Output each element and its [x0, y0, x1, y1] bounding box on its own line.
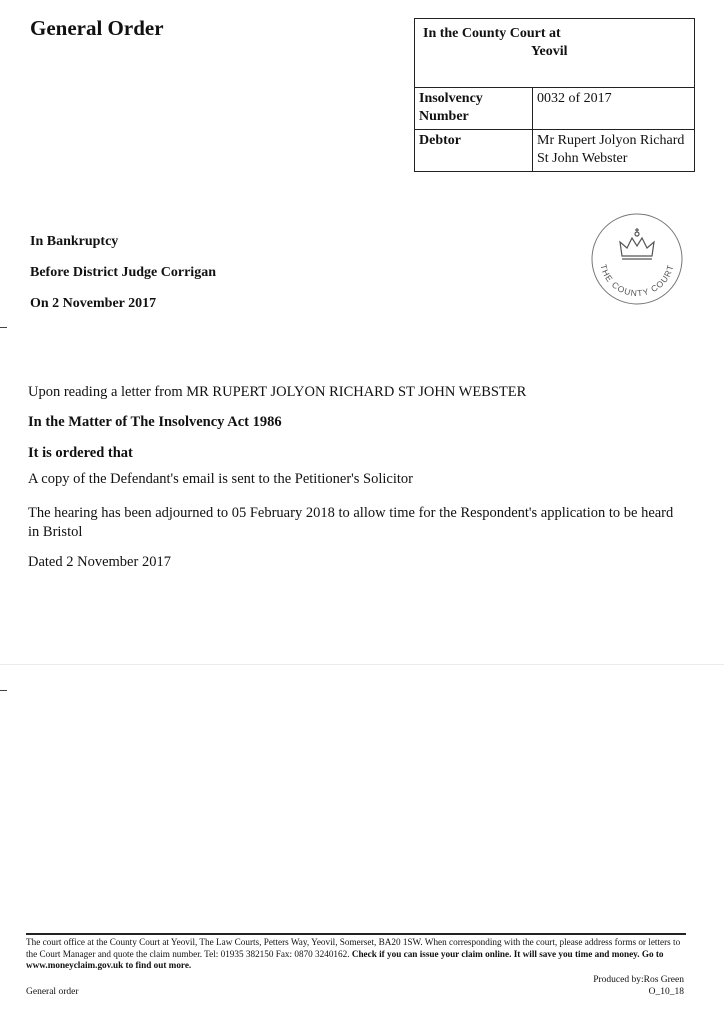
footer-rule [26, 933, 686, 935]
crown-icon [620, 228, 654, 259]
judge-line: Before District Judge Corrigan [30, 265, 216, 280]
debtor-value: Mr Rupert Jolyon Richard St John Webster [537, 133, 685, 166]
form-code: O_10_18 [648, 986, 684, 997]
hearing-date-line: On 2 November 2017 [30, 296, 157, 311]
footer-address [26, 937, 688, 972]
court-details-box [414, 18, 695, 172]
court-name-line2: Yeovil [531, 44, 568, 59]
reading-line: Upon reading a letter from MR RUPERT JOLYON RICHARD ST JOHN WEBSTER [28, 384, 527, 400]
bankruptcy-heading: In Bankruptcy [30, 234, 119, 249]
insolvency-number-value: 0032 of 2017 [537, 91, 612, 106]
page-fold-line [0, 664, 724, 665]
order-paragraph-1: A copy of the Defendant's email is sent to the Petitioner's Solicitor [28, 471, 413, 487]
insolvency-number-row [415, 88, 694, 130]
seal-text: THE COUNTY COURT [598, 263, 676, 299]
produced-by: Produced by:Ros Green [593, 975, 684, 985]
dated-line: Dated 2 November 2017 [28, 554, 171, 570]
form-name: General order [26, 987, 79, 997]
matter-line: In the Matter of The Insolvency Act 1986 [28, 414, 282, 430]
svg-text:THE COUNTY COURT [598, 263, 675, 298]
document-title: General Order [30, 16, 164, 40]
footer-online-notice: Check if you can issue your claim online. It will save you time and money. Go to www.moneyclaim.gov.uk to find out more. [26, 948, 664, 970]
margin-mark [0, 690, 7, 691]
court-seal [590, 212, 684, 306]
footer-address-text: The court office at the County Court at Yeovil, The Law Courts, Petters Way, Yeovil, Somerset, BA20 1SW. When corresponding with the court, please address forms or letters to the Court Manager and quote the claim number. Tel: 01935 382150 Fax: 0870 3240162. [26, 937, 681, 959]
court-name-line1: In the County Court at [423, 26, 561, 41]
order-paragraph-2: The hearing has been adjourned to 05 February 2018 to allow time for the Respondent's application to be heard in Bristol [28, 505, 674, 540]
produced-by-block [593, 975, 684, 998]
insolvency-number-label: Insolvency Number [415, 88, 533, 129]
court-name [415, 19, 694, 88]
margin-mark [0, 327, 7, 328]
debtor-label: Debtor [415, 130, 533, 172]
debtor-row [415, 130, 694, 172]
ordered-heading: It is ordered that [28, 445, 133, 461]
